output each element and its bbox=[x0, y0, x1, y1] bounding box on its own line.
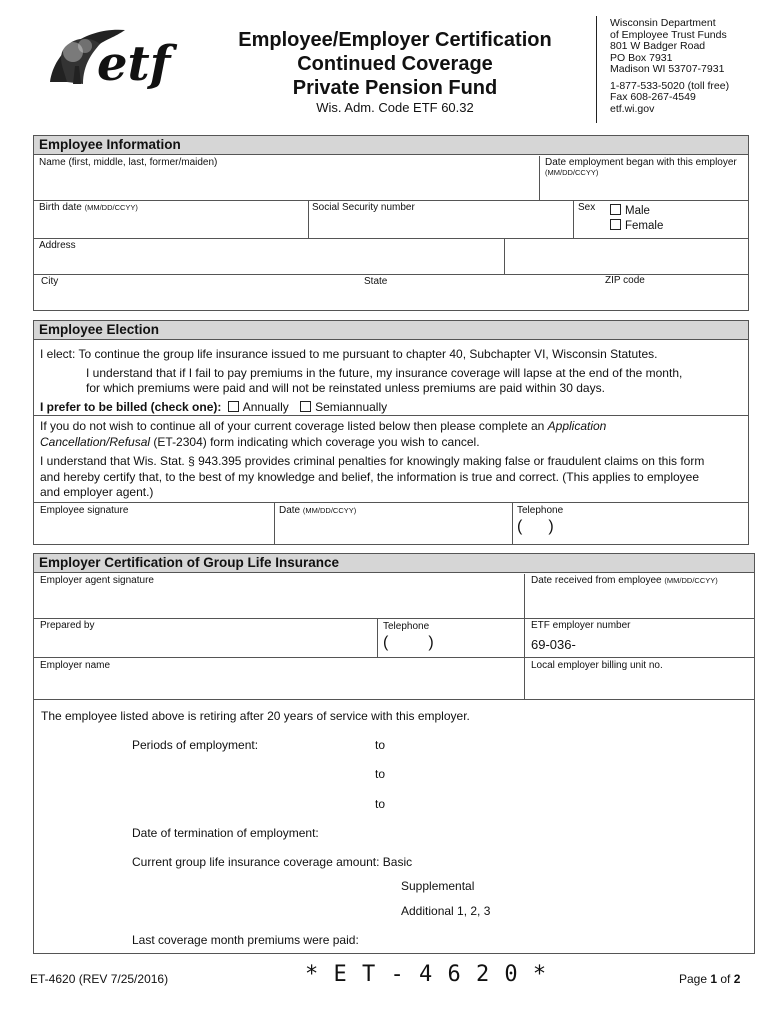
annually-label: Annually bbox=[242, 400, 289, 414]
telephone-label: Telephone bbox=[383, 621, 430, 632]
city-field[interactable] bbox=[41, 276, 341, 308]
city-label: City bbox=[41, 276, 59, 287]
logo-text: etf bbox=[97, 36, 171, 92]
coverage-label: Current group life insurance coverage amount: Basic bbox=[132, 855, 413, 869]
male-option[interactable] bbox=[610, 204, 663, 219]
employer-name-label: Employer name bbox=[40, 660, 111, 671]
area-code-close: ) bbox=[428, 634, 434, 651]
address-line: of Employee Trust Funds bbox=[610, 28, 727, 41]
zip-field[interactable] bbox=[605, 275, 745, 307]
employee-information-section bbox=[33, 135, 749, 311]
period-to-3: to bbox=[375, 797, 386, 811]
date-format-hint: (MM/DD/CCYY) bbox=[302, 506, 357, 515]
date-label: Date bbox=[279, 505, 301, 516]
name-label: Name (first, middle, last, former/maiden) bbox=[39, 157, 218, 168]
ssn-field[interactable] bbox=[312, 202, 567, 236]
semiannually-checkbox[interactable] bbox=[300, 401, 311, 412]
termination-label: Date of termination of employment: bbox=[132, 826, 319, 840]
prepared-by-label: Prepared by bbox=[40, 620, 95, 631]
semiannually-option[interactable] bbox=[300, 400, 387, 414]
female-checkbox[interactable] bbox=[610, 219, 621, 230]
birth-date-field[interactable] bbox=[39, 202, 304, 236]
agent-signature-label: Employer agent signature bbox=[40, 575, 154, 586]
date-format-hint: (MM/DD/CCYY) bbox=[664, 576, 718, 585]
date-format-hint: (MM/DD/CCYY) bbox=[84, 203, 138, 212]
title-line-3: Private Pension Fund bbox=[292, 77, 498, 99]
employee-date-field[interactable] bbox=[279, 505, 507, 541]
elect-statement: I elect: To continue the group life insurance issued to me pursuant to chapter 40, Subchapter VI, Wisconsin Statutes. bbox=[40, 347, 658, 361]
male-checkbox[interactable] bbox=[610, 204, 621, 215]
date-employment-began-field[interactable] bbox=[545, 157, 745, 197]
website-line: etf.wi.gov bbox=[610, 102, 655, 115]
periods-label: Periods of employment: bbox=[132, 738, 259, 752]
signature-label: Employee signature bbox=[40, 505, 129, 516]
name-field[interactable] bbox=[39, 157, 534, 197]
page-indicator bbox=[679, 972, 740, 986]
address-label: Address bbox=[39, 240, 76, 251]
employee-signature-field[interactable] bbox=[40, 505, 270, 541]
section-heading: Employee Information bbox=[34, 136, 748, 155]
page-of: of bbox=[717, 972, 734, 986]
semiannually-label: Semiannually bbox=[315, 400, 388, 414]
state-field[interactable] bbox=[364, 276, 564, 308]
female-label: Female bbox=[625, 220, 664, 232]
billing-unit-field[interactable] bbox=[531, 660, 751, 697]
employee-election-section bbox=[33, 320, 749, 545]
cancel-text: (ET-2304) form indicating which coverage you wish to cancel. bbox=[150, 434, 480, 449]
retiring-statement: The employee listed above is retiring after 20 years of service with this employer. bbox=[41, 709, 470, 723]
area-code-open: ( bbox=[383, 634, 389, 651]
fax-line: Fax 608-267-4549 bbox=[610, 91, 696, 103]
female-option[interactable] bbox=[610, 219, 663, 234]
last-month-label: Last coverage month premiums were paid: bbox=[132, 933, 359, 947]
form-barcode: * E T - 4 6 2 0 * bbox=[305, 962, 548, 987]
annually-option[interactable] bbox=[228, 400, 289, 414]
area-code-open: ( bbox=[517, 518, 523, 535]
penalty-statement bbox=[40, 454, 748, 501]
employer-agent-signature-field[interactable] bbox=[40, 575, 520, 615]
zip-label: ZIP code bbox=[605, 275, 645, 286]
section-heading: Employee Election bbox=[34, 321, 748, 340]
penalty-line: I understand that Wis. Stat. § 943.395 provides criminal penalties for knowingly making false or fraudulent claims on this form bbox=[40, 454, 705, 468]
penalty-line: and employer agent.) bbox=[40, 485, 154, 499]
additional-label: Additional 1, 2, 3 bbox=[401, 904, 491, 918]
etf-number-label: ETF employer number bbox=[531, 620, 631, 631]
etf-logo bbox=[45, 22, 185, 102]
period-to-1: to bbox=[375, 738, 386, 752]
page-number: 1 bbox=[710, 972, 718, 986]
phone-line: 1-877-533-5020 (toll free) bbox=[610, 79, 730, 92]
cancel-text: If you do not wish to continue all of your current coverage listed below then please complete an bbox=[40, 419, 548, 433]
sex-label: Sex bbox=[578, 202, 596, 213]
employer-telephone-field[interactable] bbox=[383, 621, 519, 656]
address-field[interactable] bbox=[39, 240, 499, 272]
date-format-hint: (MM/DD/CCYY) bbox=[545, 168, 599, 177]
male-label: Male bbox=[625, 205, 650, 217]
supplemental-label: Supplemental bbox=[401, 879, 475, 893]
area-code-close: ) bbox=[548, 518, 554, 535]
page-prefix: Page bbox=[679, 972, 711, 986]
title-line-1: Employee/Employer Certification bbox=[238, 29, 552, 51]
etf-employer-number-field[interactable] bbox=[531, 620, 751, 655]
employee-telephone-field[interactable] bbox=[517, 505, 745, 541]
agency-address bbox=[610, 18, 729, 115]
application-link: Application bbox=[547, 419, 607, 433]
form-title bbox=[230, 28, 560, 100]
prepared-by-field[interactable] bbox=[40, 620, 370, 655]
date-received-label: Date received from employee bbox=[531, 575, 662, 586]
page-total: 2 bbox=[733, 972, 741, 986]
address-line: Wisconsin Department bbox=[610, 17, 716, 29]
address-line: PO Box 7931 bbox=[610, 51, 673, 64]
lapse-notice bbox=[86, 366, 746, 396]
etf-number-value: 69-036- bbox=[531, 637, 576, 652]
ssn-label: Social Security number bbox=[312, 202, 415, 213]
state-label: State bbox=[364, 276, 388, 287]
period-to-2: to bbox=[375, 767, 386, 781]
annually-checkbox[interactable] bbox=[228, 401, 239, 412]
date-began-label: Date employment began with this employer bbox=[545, 157, 737, 168]
address-line: 801 W Badger Road bbox=[610, 40, 706, 52]
birth-date-label: Birth date bbox=[39, 202, 82, 213]
billing-preference bbox=[40, 400, 745, 414]
form-number: ET-4620 (REV 7/25/2016) bbox=[30, 972, 169, 986]
cancellation-notice bbox=[40, 419, 745, 450]
address-line: Madison WI 53707-7931 bbox=[610, 63, 725, 75]
title-line-2: Continued Coverage bbox=[297, 53, 493, 75]
lapse-line: for which premiums were paid and will not be reinstated unless premiums are paid within 30 days. bbox=[86, 381, 605, 395]
header-divider bbox=[596, 16, 597, 123]
employer-certification-section bbox=[33, 553, 755, 954]
employer-name-field[interactable] bbox=[40, 660, 520, 697]
billing-unit-label: Local employer billing unit no. bbox=[531, 660, 663, 671]
lapse-line: I understand that if I fail to pay premiums in the future, my insurance coverage will lapse at the end of the month, bbox=[86, 366, 683, 380]
penalty-line: and hereby certify that, to the best of my knowledge and belief, the information is true and correct. (This applies to employee bbox=[40, 469, 700, 484]
admin-code: Wis. Adm. Code ETF 60.32 bbox=[316, 100, 474, 115]
date-received-field[interactable] bbox=[531, 575, 751, 615]
billing-label: I prefer to be billed (check one): bbox=[40, 400, 222, 414]
telephone-label: Telephone bbox=[517, 505, 564, 516]
sex-options bbox=[610, 204, 663, 234]
section-heading: Employer Certification of Group Life Insurance bbox=[34, 554, 754, 573]
cancellation-form-name: Cancellation/Refusal bbox=[40, 434, 151, 449]
